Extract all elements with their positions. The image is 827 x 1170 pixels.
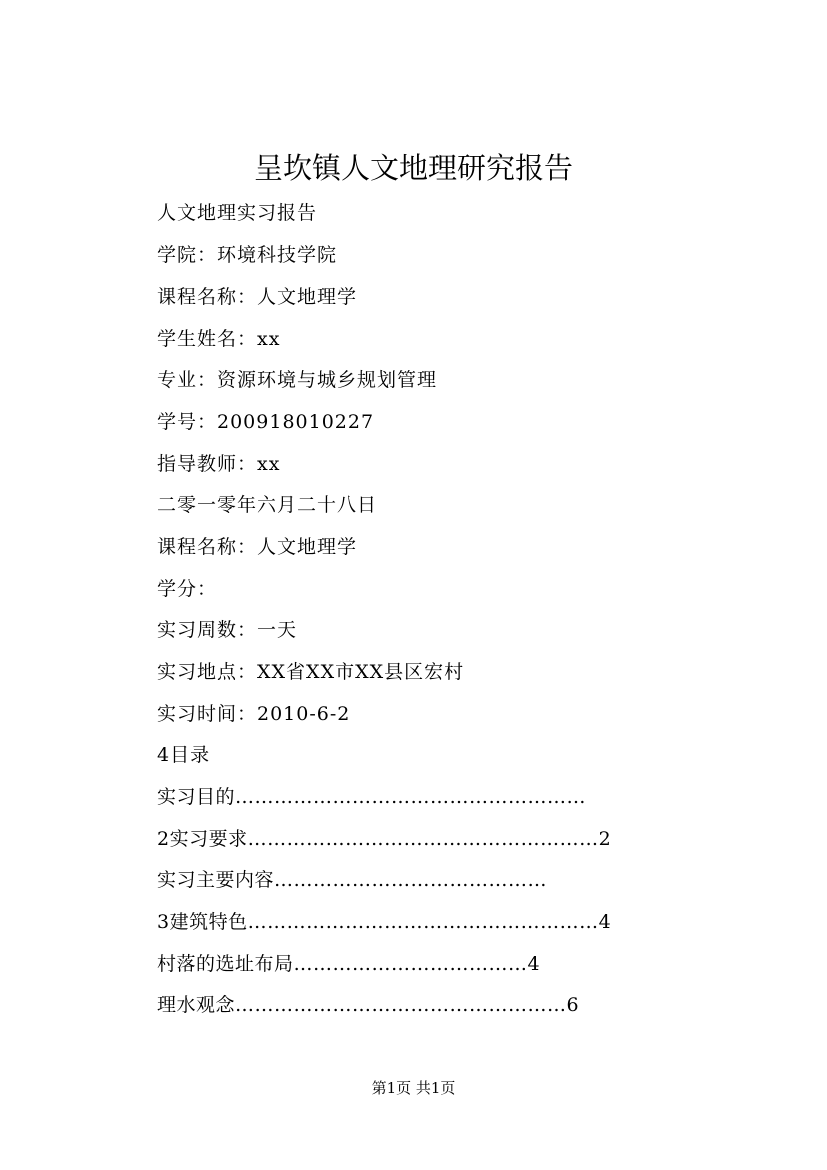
course-name-line-2: 课程名称：人文地理学 [157, 536, 358, 558]
toc-entry: 3建筑特色………………………………………………4 [157, 911, 612, 933]
page-footer: 第1页 共1页 [371, 1079, 456, 1097]
major-line: 专业：资源环境与城乡规划管理 [157, 369, 438, 391]
college-line: 学院：环境科技学院 [157, 244, 338, 266]
location-line: 实习地点：XX省XX市XX县区宏村 [157, 661, 465, 683]
toc-entry: 村落的选址布局………………………………4 [157, 953, 541, 975]
weeks-line: 实习周数：一天 [157, 619, 298, 641]
toc-entry: 实习主要内容…………………………………… [157, 869, 548, 891]
time-line: 实习时间：2010-6-2 [157, 703, 351, 725]
student-name-line: 学生姓名：xx [157, 328, 281, 350]
date-line: 二零一零年六月二十八日 [157, 494, 378, 516]
credits-line: 学分： [157, 578, 218, 600]
student-id-line: 学号：200918010227 [157, 411, 375, 433]
report-subtitle: 人文地理实习报告 [157, 202, 318, 224]
course-name-line: 课程名称：人文地理学 [157, 286, 358, 308]
page-title: 呈坎镇人文地理研究报告 [253, 151, 573, 185]
advisor-line: 指导教师：xx [157, 453, 281, 475]
toc-heading: 4目录 [157, 744, 211, 766]
toc-entry: 理水观念……………………………………………6 [157, 994, 580, 1016]
toc-entry: 实习目的……………………………………………… [157, 786, 587, 808]
toc-entry: 2实习要求………………………………………………2 [157, 828, 612, 850]
